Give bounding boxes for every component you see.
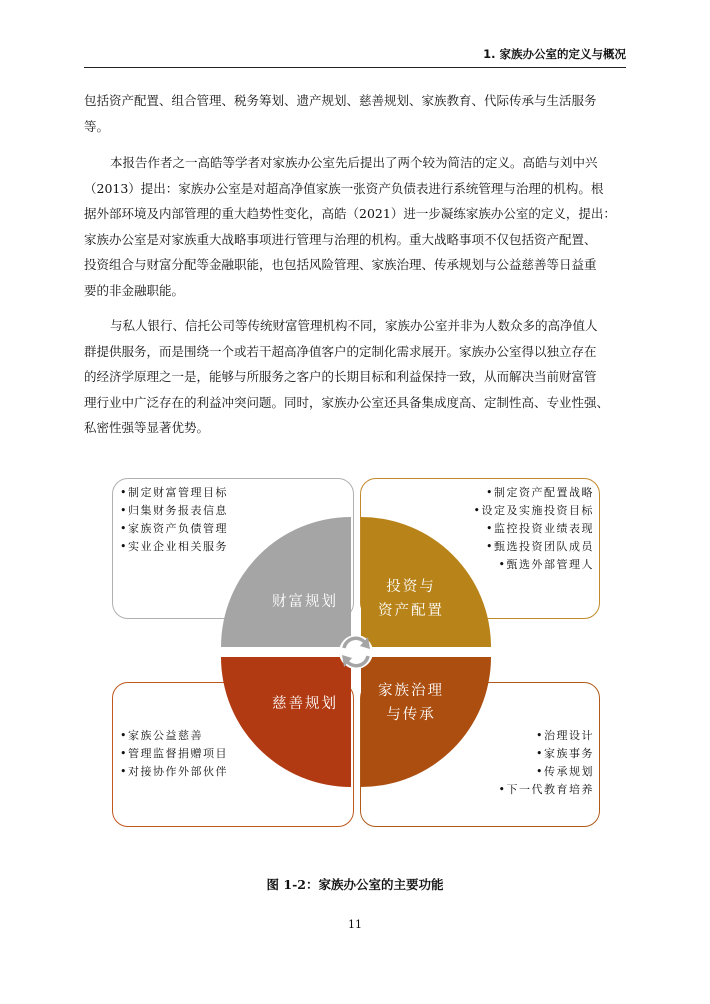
governance-label-line: 家族治理 [378, 683, 444, 699]
text-line: 等。 [84, 118, 110, 134]
text-line: 的经济学原理之一是，能够与所服务之客户的长期目标和利益保持一致，从而解决当前财富管 [84, 369, 597, 384]
list-item: •归集财务报表信息 [120, 504, 228, 517]
text-line: 投资组合与财富分配等金融职能，也包括风险管理、家族治理、传承规划与公益慈善等日益重 [84, 257, 597, 272]
list-item: •家族公益慈善 [120, 729, 203, 742]
list-item: •家族事务 [536, 747, 594, 760]
text-line: （2013）提出：家族办公室是对超高净值家族一张资产负债表进行系统管理与治理的机构。根 [84, 180, 604, 196]
text-line: 本报告作者之一高皓等学者对家族办公室先后提出了两个较为简洁的定义。高皓与刘中兴 [110, 155, 598, 170]
list-item: •设定及实施投资目标 [473, 504, 594, 517]
list-item: •传承规划 [536, 765, 594, 778]
wealth-quadrant [221, 517, 351, 647]
text-line: 群提供服务，而是围绕一个或若干超高净值客户的定制化需求展开。家族办公室得以独立存在 [84, 343, 597, 359]
list-item: •甄选投资团队成员 [486, 540, 594, 553]
quadrant-circle [104, 472, 606, 832]
paragraph-1 [84, 88, 626, 139]
header-rule [84, 67, 626, 68]
cycle-arrows-icon [339, 635, 373, 669]
list-item: •制定财富管理目标 [120, 486, 228, 499]
figure-caption: 图 1-2：家族办公室的主要功能 [266, 877, 444, 892]
list-item: •治理设计 [536, 729, 594, 742]
charity-quadrant [221, 657, 351, 787]
running-header: 1. 家族办公室的定义与概况 [483, 47, 626, 61]
investment-label-line: 资产配置 [378, 603, 444, 619]
text-line: 理行业中广泛存在的利益冲突问题。同时，家族办公室还具备集成度高、定制性高、专业性强、 [84, 394, 610, 410]
list-item: •下一代教育培养 [498, 783, 594, 796]
text-line: 与私人银行、信托公司等传统财富管理机构不同，家族办公室并非为人数众多的高净值人 [110, 318, 598, 333]
page-number: 11 [348, 918, 362, 931]
wealth-planning-label: 财富规划 [272, 594, 338, 610]
investment-label-line: 投资与 [386, 579, 436, 595]
paragraph-2 [84, 150, 626, 303]
text-line: 私密性强等显著优势。 [84, 420, 210, 435]
list-item: •对接协作外部伙伴 [120, 765, 228, 778]
charity-planning-label: 慈善规划 [272, 696, 338, 712]
list-item: •管理监督捐赠项目 [120, 747, 228, 760]
paragraph-3 [84, 313, 626, 441]
text-line: 要的非金融职能。 [84, 282, 185, 298]
list-item: •甄选外部管理人 [498, 558, 594, 571]
investment-label [366, 575, 456, 623]
text-line: 包括资产配置、组合管理、税务筹划、遗产规划、慈善规划、家族教育、代际传承与生活服务 [84, 93, 597, 108]
governance-label-line: 与传承 [386, 707, 436, 723]
list-item: •家族资产负债管理 [120, 522, 228, 535]
text-line: 家族办公室是对家族重大战略事项进行管理与治理的机构。重大战略事项不仅包括资产配置、 [84, 231, 597, 247]
list-item: •监控投资业绩表现 [486, 522, 594, 535]
family-office-functions-figure [104, 472, 606, 832]
governance-label [366, 679, 456, 727]
list-item: •制定资产配置战略 [486, 486, 594, 499]
list-item: •实业企业相关服务 [120, 540, 228, 553]
text-line: 据外部环境及内部管理的重大趋势性变化，高皓（2021）进一步凝练家族办公室的定义，提出： [84, 206, 616, 221]
